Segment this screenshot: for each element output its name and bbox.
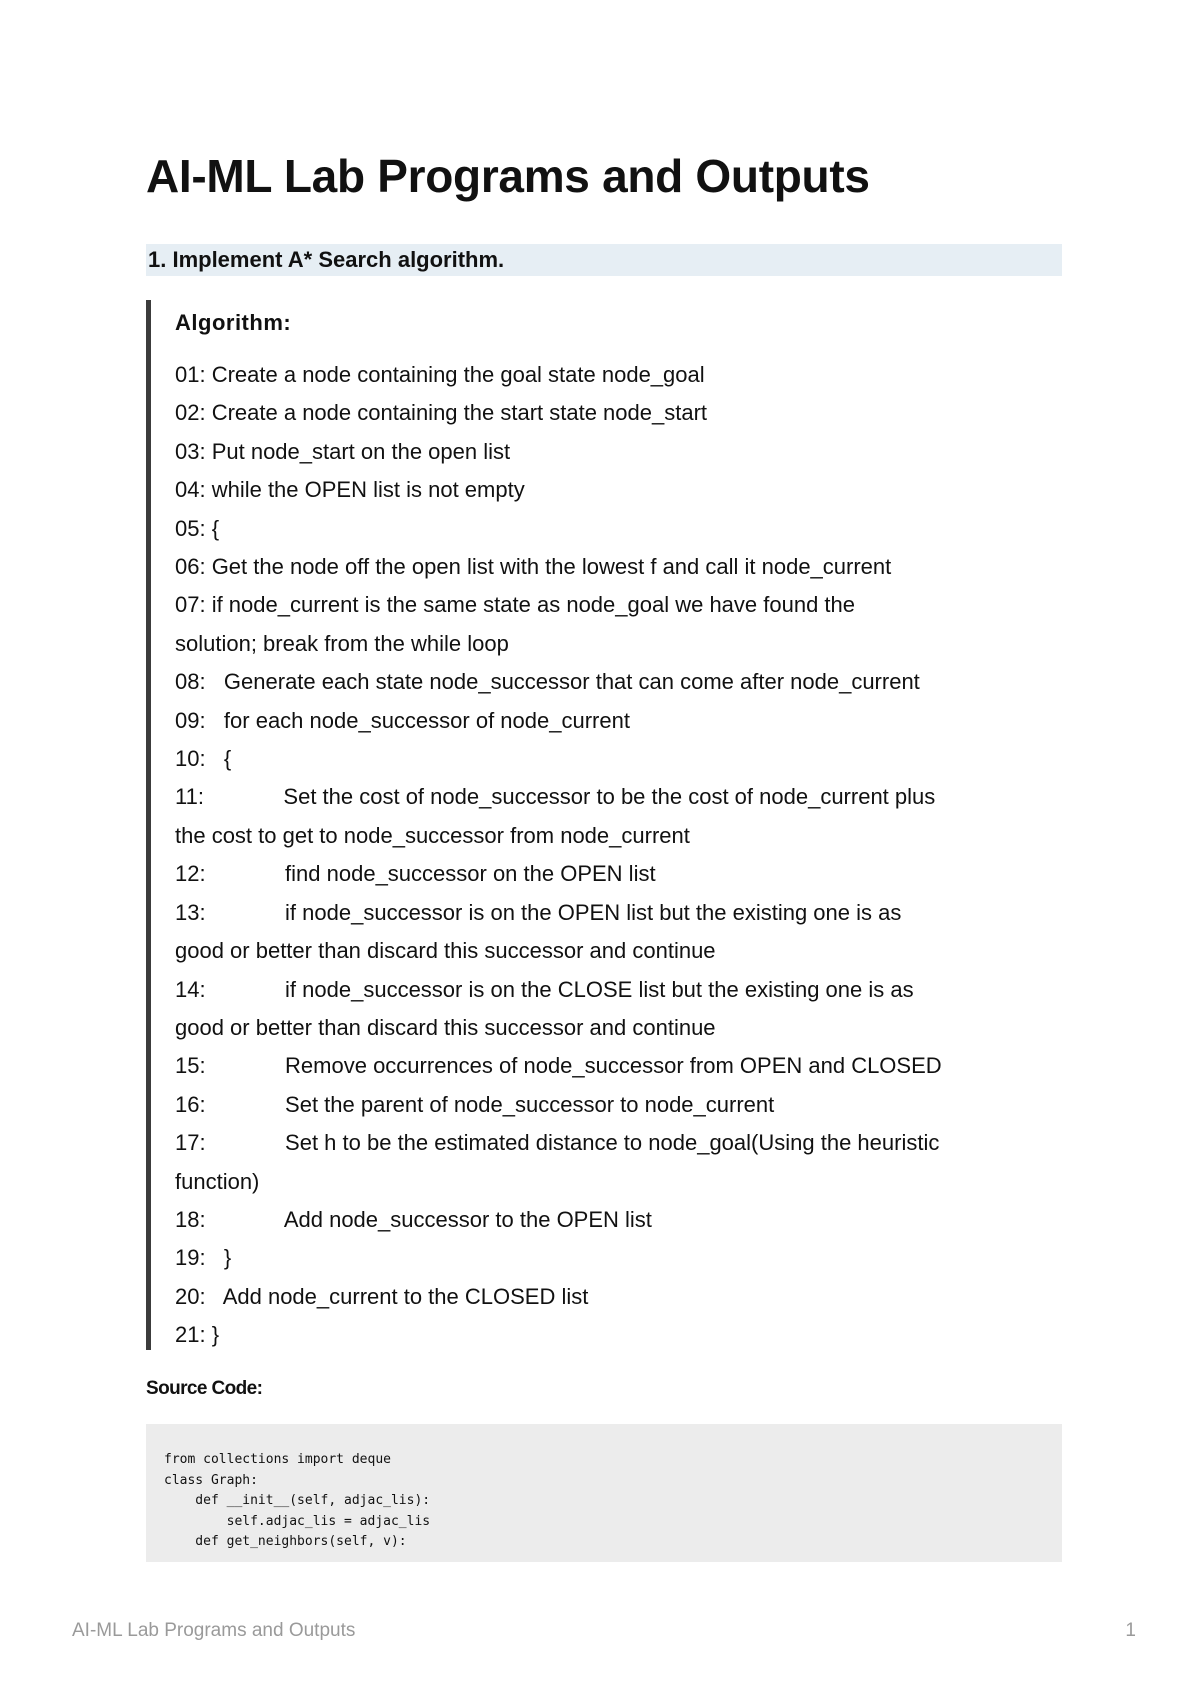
code-line: def __init__(self, adjac_lis):: [164, 1493, 431, 1508]
algorithm-line: 10: {: [175, 746, 232, 772]
algorithm-line: 13: if node_successor is on the OPEN list but the existing one is as: [175, 899, 902, 925]
source-code-label: Source Code:: [146, 1378, 263, 1399]
algorithm-line: 17: Set h to be the estimated distance to node_goal(Using the heuristic: [175, 1130, 940, 1156]
algorithm-block: [146, 300, 1066, 1350]
code-line: def get_neighbors(self, v):: [164, 1534, 407, 1549]
algorithm-line: 12: find node_successor on the OPEN list: [175, 861, 656, 887]
algorithm-line: 08: Generate each state node_successor that can come after node_current: [175, 669, 920, 695]
algorithm-steps: [175, 356, 1065, 1355]
algorithm-line: 01: Create a node containing the goal state node_goal: [175, 362, 705, 387]
algorithm-line: good or better than discard this successor and continue: [175, 938, 716, 964]
algorithm-line: 16: Set the parent of node_successor to node_current: [175, 1091, 775, 1117]
algorithm-line: 14: if node_successor is on the CLOSE list but the existing one is as: [175, 976, 914, 1002]
section-heading: 1. Implement A* Search algorithm.: [146, 244, 1062, 276]
algorithm-line: function): [175, 1168, 260, 1194]
page-number: 1: [1125, 1620, 1136, 1641]
algorithm-line: good or better than discard this successor and continue: [175, 1014, 716, 1040]
code-line: class Graph:: [164, 1472, 258, 1488]
algorithm-line: 18: Add node_successor to the OPEN list: [175, 1206, 652, 1232]
algorithm-line: the cost to get to node_successor from node_current: [175, 822, 690, 848]
code-block: [146, 1424, 1062, 1562]
code-line: from collections import deque: [164, 1452, 391, 1467]
algorithm-line: 15: Remove occurrences of node_successor from OPEN and CLOSED: [175, 1053, 942, 1079]
algorithm-line: 11: Set the cost of node_successor to be the cost of node_current plus: [175, 784, 936, 810]
code-line: self.adjac_lis = adjac_lis: [164, 1513, 431, 1529]
algorithm-line: 19: }: [175, 1245, 232, 1271]
algorithm-line: 09: for each node_successor of node_current: [175, 707, 630, 733]
algorithm-line: solution; break from the while loop: [175, 630, 509, 656]
algorithm-line: 05: {: [175, 515, 220, 541]
algorithm-line: 07: if node_current is the same state as node_goal we have found the: [175, 592, 856, 618]
algorithm-line: 21: }: [175, 1322, 220, 1348]
footer-title: AI-ML Lab Programs and Outputs: [72, 1620, 356, 1641]
algorithm-line: 06: Get the node off the open list with the lowest f and call it node_current: [175, 554, 892, 580]
algorithm-line: 04: while the OPEN list is not empty: [175, 477, 525, 503]
algorithm-label: Algorithm:: [175, 310, 292, 335]
algorithm-line: 20: Add node_current to the CLOSED list: [175, 1283, 589, 1309]
algorithm-line: 02: Create a node containing the start state node_start: [175, 400, 708, 426]
page-title: AI-ML Lab Programs and Outputs: [146, 150, 870, 202]
algorithm-line: 03: Put node_start on the open list: [175, 438, 511, 464]
